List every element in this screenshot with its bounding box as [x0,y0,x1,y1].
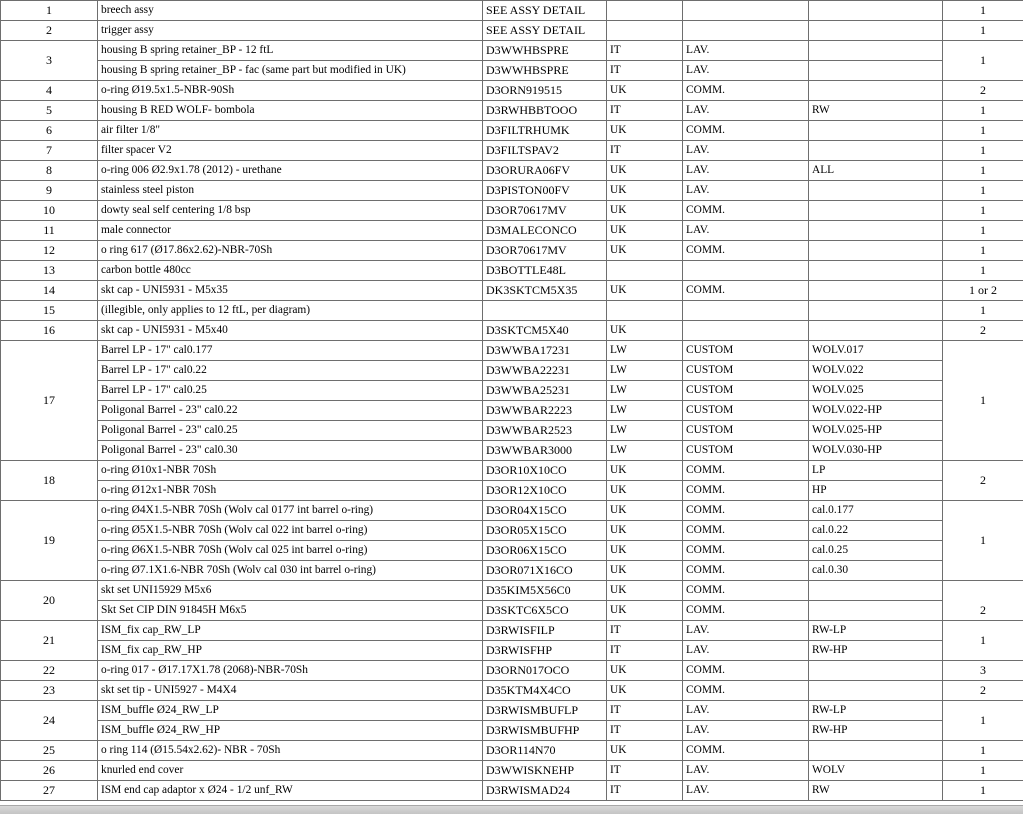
type-cell[interactable]: COMM. [683,741,809,761]
description-cell[interactable]: ISM_fix cap_RW_HP [98,641,483,661]
part-code-cell[interactable]: D3BOTTLE48L [483,261,607,281]
origin-cell[interactable]: UK [607,521,683,541]
type-cell[interactable]: LAV. [683,161,809,181]
table-row [1,221,1023,241]
origin-cell[interactable]: UK [607,561,683,581]
item-number-cell[interactable]: 12 [1,241,98,261]
item-number-cell[interactable]: 6 [1,121,98,141]
description-cell[interactable]: o-ring 017 - Ø17.17X1.78 (2068)-NBR-70Sh [98,661,483,681]
note-cell[interactable] [809,741,943,761]
item-number-cell[interactable]: 25 [1,741,98,761]
origin-cell[interactable]: IT [607,101,683,121]
table-row [1,41,1023,61]
origin-cell[interactable]: UK [607,601,683,621]
table-row [1,21,1023,41]
origin-cell[interactable] [607,301,683,321]
part-code-cell[interactable]: D35KTM4X4CO [483,681,607,701]
type-cell[interactable]: LAV. [683,641,809,661]
item-number-cell[interactable]: 23 [1,681,98,701]
type-cell[interactable]: COMM. [683,281,809,301]
part-code-cell[interactable]: D3OR04X15CO [483,501,607,521]
part-code-cell[interactable]: SEE ASSY DETAIL [483,21,607,41]
item-number-cell[interactable]: 24 [1,701,98,741]
origin-cell[interactable]: UK [607,481,683,501]
part-code-cell[interactable]: D3RWISFHP [483,641,607,661]
description-cell[interactable]: o-ring Ø5X1.5-NBR 70Sh (Wolv cal 022 int barrel o-ring) [98,521,483,541]
note-cell[interactable] [809,81,943,101]
origin-cell[interactable]: UK [607,181,683,201]
table-row [1,561,1023,581]
quantity-cell[interactable]: 1 [943,141,1023,161]
quantity-cell[interactable]: 1 [943,781,1023,801]
origin-cell[interactable]: UK [607,661,683,681]
note-cell[interactable] [809,201,943,221]
quantity-cell[interactable]: 1 [943,241,1023,261]
description-cell[interactable]: Barrel LP - 17" cal0.25 [98,381,483,401]
part-code-cell[interactable]: D3OR114N70 [483,741,607,761]
quantity-cell[interactable]: 1 [943,161,1023,181]
description-cell[interactable]: breech assy [98,1,483,21]
type-cell[interactable]: CUSTOM [683,361,809,381]
quantity-cell[interactable]: 1 [943,501,1023,581]
item-number-cell[interactable]: 2 [1,21,98,41]
note-cell[interactable]: RW [809,101,943,121]
part-code-cell[interactable]: D3OR071X16CO [483,561,607,581]
part-code-cell[interactable] [483,301,607,321]
part-code-cell[interactable]: D3WWBA25231 [483,381,607,401]
description-cell[interactable]: Skt Set CIP DIN 91845H M6x5 [98,601,483,621]
part-code-cell[interactable]: D3WWHBSPRE [483,61,607,81]
table-row [1,681,1023,701]
table-row [1,621,1023,641]
type-cell[interactable]: LAV. [683,181,809,201]
type-cell[interactable] [683,1,809,21]
table-row [1,361,1023,381]
description-cell[interactable]: housing B spring retainer_BP - fac (same part but modified in UK) [98,61,483,81]
description-cell[interactable]: o-ring Ø7.1X1.6-NBR 70Sh (Wolv cal 030 int barrel o-ring) [98,561,483,581]
item-number-cell[interactable]: 14 [1,281,98,301]
type-cell[interactable]: LAV. [683,721,809,741]
part-code-cell[interactable]: D3OR70617MV [483,201,607,221]
item-number-cell[interactable]: 13 [1,261,98,281]
table-row [1,141,1023,161]
note-cell[interactable] [809,581,943,601]
table-row [1,521,1023,541]
type-cell[interactable]: LAV. [683,141,809,161]
type-cell[interactable]: LAV. [683,41,809,61]
quantity-cell[interactable]: 1 [943,761,1023,781]
origin-cell[interactable]: IT [607,641,683,661]
origin-cell[interactable]: UK [607,461,683,481]
note-cell[interactable] [809,1,943,21]
table-row [1,121,1023,141]
table-row [1,101,1023,121]
table-row [1,381,1023,401]
part-code-cell[interactable]: D3RWISMBUFLP [483,701,607,721]
table-row [1,541,1023,561]
table-row [1,461,1023,481]
note-cell[interactable]: WOLV.022-HP [809,401,943,421]
item-number-cell[interactable]: 27 [1,781,98,801]
item-number-cell[interactable]: 7 [1,141,98,161]
item-number-cell[interactable]: 15 [1,301,98,321]
quantity-cell[interactable]: 1 or 2 [943,281,1023,301]
description-cell[interactable]: Barrel LP - 17" cal0.22 [98,361,483,381]
item-number-cell[interactable]: 17 [1,341,98,461]
type-cell[interactable]: LAV. [683,221,809,241]
note-cell[interactable]: HP [809,481,943,501]
note-cell[interactable] [809,221,943,241]
part-code-cell[interactable]: D3SKTC6X5CO [483,601,607,621]
origin-cell[interactable] [607,261,683,281]
origin-cell[interactable]: IT [607,701,683,721]
description-cell[interactable]: knurled end cover [98,761,483,781]
item-number-cell[interactable]: 10 [1,201,98,221]
description-cell[interactable]: o-ring Ø10x1-NBR 70Sh [98,461,483,481]
table-row [1,241,1023,261]
note-cell[interactable] [809,121,943,141]
item-number-cell[interactable]: 22 [1,661,98,681]
part-code-cell[interactable]: D3WWHBSPRE [483,41,607,61]
item-number-cell[interactable]: 19 [1,501,98,581]
part-code-cell[interactable]: D3RWISFILP [483,621,607,641]
part-code-cell[interactable]: D3WWBA17231 [483,341,607,361]
description-cell[interactable]: carbon bottle 480cc [98,261,483,281]
type-cell[interactable]: LAV. [683,61,809,81]
part-code-cell[interactable]: D3RWHBBTOOO [483,101,607,121]
description-cell[interactable]: dowty seal self centering 1/8 bsp [98,201,483,221]
table-row [1,581,1023,601]
origin-cell[interactable] [607,21,683,41]
item-number-cell[interactable]: 5 [1,101,98,121]
item-number-cell[interactable]: 4 [1,81,98,101]
origin-cell[interactable]: LW [607,421,683,441]
description-cell[interactable]: skt set UNI15929 M5x6 [98,581,483,601]
origin-cell[interactable]: IT [607,721,683,741]
origin-cell[interactable] [607,1,683,21]
quantity-cell[interactable]: 1 [943,41,1023,81]
quantity-cell[interactable]: 2 [943,321,1023,341]
note-cell[interactable] [809,21,943,41]
table-row [1,281,1023,301]
quantity-cell[interactable]: 1 [943,221,1023,241]
part-code-cell[interactable]: D3RWISMBUFHP [483,721,607,741]
note-cell[interactable] [809,241,943,261]
table-row [1,1,1023,21]
type-cell[interactable]: COMM. [683,81,809,101]
type-cell[interactable]: COMM. [683,241,809,261]
origin-cell[interactable]: UK [607,81,683,101]
part-code-cell[interactable]: D3WWBA22231 [483,361,607,381]
note-cell[interactable] [809,61,943,81]
origin-cell[interactable]: IT [607,781,683,801]
origin-cell[interactable]: LW [607,341,683,361]
table-row [1,81,1023,101]
table-row [1,421,1023,441]
quantity-cell[interactable]: 1 [943,101,1023,121]
table-row [1,441,1023,461]
description-cell[interactable]: skt set tip - UNI5927 - M4X4 [98,681,483,701]
type-cell[interactable]: COMM. [683,601,809,621]
type-cell[interactable]: CUSTOM [683,441,809,461]
part-code-cell[interactable]: D3FILTRHUMK [483,121,607,141]
description-cell[interactable]: o-ring Ø19.5x1.5-NBR-90Sh [98,81,483,101]
origin-cell[interactable]: LW [607,361,683,381]
type-cell[interactable]: COMM. [683,561,809,581]
quantity-cell[interactable]: 2 [943,581,1023,621]
item-number-cell[interactable]: 1 [1,1,98,21]
quantity-cell[interactable]: 1 [943,341,1023,461]
description-cell[interactable]: stainless steel piston [98,181,483,201]
note-cell[interactable] [809,661,943,681]
note-cell[interactable]: RW [809,781,943,801]
quantity-cell[interactable]: 1 [943,1,1023,21]
description-cell[interactable]: ISM_buffle Ø24_RW_LP [98,701,483,721]
type-cell[interactable]: COMM. [683,201,809,221]
origin-cell[interactable]: UK [607,201,683,221]
table-row [1,741,1023,761]
origin-cell[interactable]: UK [607,741,683,761]
part-code-cell[interactable]: D3WWBAR3000 [483,441,607,461]
part-code-cell[interactable]: D3WWISKNEHP [483,761,607,781]
description-cell[interactable]: Poligonal Barrel - 23" cal0.30 [98,441,483,461]
description-cell[interactable]: ISM_buffle Ø24_RW_HP [98,721,483,741]
quantity-cell[interactable]: 1 [943,121,1023,141]
type-cell[interactable]: CUSTOM [683,341,809,361]
description-cell[interactable]: filter spacer V2 [98,141,483,161]
part-code-cell[interactable]: D3OR06X15CO [483,541,607,561]
note-cell[interactable]: RW-HP [809,641,943,661]
part-code-cell[interactable]: D3ORN919515 [483,81,607,101]
item-number-cell[interactable]: 26 [1,761,98,781]
origin-cell[interactable]: IT [607,141,683,161]
type-cell[interactable]: CUSTOM [683,421,809,441]
type-cell[interactable]: COMM. [683,661,809,681]
note-cell[interactable]: cal.0.30 [809,561,943,581]
table-row [1,61,1023,81]
table-row [1,321,1023,341]
note-cell[interactable] [809,261,943,281]
description-cell[interactable]: male connector [98,221,483,241]
origin-cell[interactable]: UK [607,281,683,301]
origin-cell[interactable]: IT [607,761,683,781]
type-cell[interactable]: COMM. [683,501,809,521]
part-code-cell[interactable]: DK3SKTCM5X35 [483,281,607,301]
description-cell[interactable]: Poligonal Barrel - 23" cal0.22 [98,401,483,421]
item-number-cell[interactable]: 9 [1,181,98,201]
type-cell[interactable]: LAV. [683,701,809,721]
origin-cell[interactable]: UK [607,501,683,521]
note-cell[interactable] [809,301,943,321]
note-cell[interactable]: LP [809,461,943,481]
quantity-cell[interactable]: 1 [943,261,1023,281]
note-cell[interactable] [809,41,943,61]
table-row [1,261,1023,281]
type-cell[interactable] [683,321,809,341]
origin-cell[interactable]: LW [607,381,683,401]
description-cell[interactable]: o-ring Ø6X1.5-NBR 70Sh (Wolv cal 025 int barrel o-ring) [98,541,483,561]
part-code-cell[interactable]: D3OR05X15CO [483,521,607,541]
type-cell[interactable]: LAV. [683,621,809,641]
item-number-cell[interactable]: 16 [1,321,98,341]
type-cell[interactable]: COMM. [683,541,809,561]
table-row [1,341,1023,361]
type-cell[interactable]: COMM. [683,121,809,141]
origin-cell[interactable]: UK [607,541,683,561]
note-cell[interactable] [809,141,943,161]
note-cell[interactable]: RW-LP [809,621,943,641]
note-cell[interactable]: WOLV.030-HP [809,441,943,461]
note-cell[interactable] [809,601,943,621]
table-row [1,641,1023,661]
quantity-cell[interactable]: 1 [943,21,1023,41]
quantity-cell[interactable]: 1 [943,701,1023,741]
note-cell[interactable]: WOLV [809,761,943,781]
table-row [1,501,1023,521]
quantity-cell[interactable]: 1 [943,741,1023,761]
type-cell[interactable]: LAV. [683,781,809,801]
part-code-cell[interactable]: D3OR12X10CO [483,481,607,501]
description-cell[interactable]: ISM_fix cap_RW_LP [98,621,483,641]
part-code-cell[interactable]: D3PISTON00FV [483,181,607,201]
type-cell[interactable] [683,21,809,41]
table-row [1,481,1023,501]
description-cell[interactable]: o-ring Ø12x1-NBR 70Sh [98,481,483,501]
origin-cell[interactable]: UK [607,121,683,141]
parts-table-body [1,1,1023,801]
table-row [1,661,1023,681]
item-number-cell[interactable]: 3 [1,41,98,81]
part-code-cell[interactable]: D3RWISMAD24 [483,781,607,801]
note-cell[interactable] [809,181,943,201]
description-cell[interactable]: skt cap - UNI5931 - M5x40 [98,321,483,341]
note-cell[interactable]: RW-HP [809,721,943,741]
description-cell[interactable]: skt cap - UNI5931 - M5x35 [98,281,483,301]
type-cell[interactable]: COMM. [683,481,809,501]
item-number-cell[interactable]: 21 [1,621,98,661]
description-cell[interactable]: o ring 114 (Ø15.54x2.62)- NBR - 70Sh [98,741,483,761]
type-cell[interactable]: CUSTOM [683,401,809,421]
origin-cell[interactable]: UK [607,321,683,341]
description-cell[interactable]: housing B spring retainer_BP - 12 ftL [98,41,483,61]
note-cell[interactable]: ALL [809,161,943,181]
note-cell[interactable]: WOLV.025-HP [809,421,943,441]
origin-cell[interactable]: IT [607,61,683,81]
table-row [1,601,1023,621]
note-cell[interactable]: RW-LP [809,701,943,721]
origin-cell[interactable]: IT [607,621,683,641]
note-cell[interactable] [809,321,943,341]
table-row [1,301,1023,321]
description-cell[interactable]: ISM end cap adaptor x Ø24 - 1/2 unf_RW [98,781,483,801]
table-row [1,701,1023,721]
note-cell[interactable] [809,281,943,301]
table-row [1,781,1023,801]
origin-cell[interactable]: LW [607,401,683,421]
quantity-cell[interactable]: 2 [943,681,1023,701]
part-code-cell[interactable]: D3FILTSPAV2 [483,141,607,161]
type-cell[interactable]: COMM. [683,521,809,541]
quantity-cell[interactable]: 3 [943,661,1023,681]
table-row [1,401,1023,421]
table-row [1,761,1023,781]
type-cell[interactable] [683,261,809,281]
quantity-cell[interactable]: 2 [943,81,1023,101]
type-cell[interactable]: LAV. [683,761,809,781]
part-code-cell[interactable]: SEE ASSY DETAIL [483,1,607,21]
part-code-cell[interactable]: D3MALECONCO [483,221,607,241]
description-cell[interactable]: o ring 617 (Ø17.86x2.62)-NBR-70Sh [98,241,483,261]
origin-cell[interactable]: UK [607,221,683,241]
description-cell[interactable]: o-ring Ø4X1.5-NBR 70Sh (Wolv cal 0177 int barrel o-ring) [98,501,483,521]
part-code-cell[interactable]: D3WWBAR2523 [483,421,607,441]
part-code-cell[interactable]: D3OR70617MV [483,241,607,261]
origin-cell[interactable]: UK [607,681,683,701]
part-code-cell[interactable]: D3OR10X10CO [483,461,607,481]
part-code-cell[interactable]: D3SKTCM5X40 [483,321,607,341]
origin-cell[interactable]: IT [607,41,683,61]
description-cell[interactable]: air filter 1/8" [98,121,483,141]
description-cell[interactable]: trigger assy [98,21,483,41]
part-code-cell[interactable]: D3ORURA06FV [483,161,607,181]
item-number-cell[interactable]: 18 [1,461,98,501]
note-cell[interactable] [809,681,943,701]
part-code-cell[interactable]: D3ORN017OCO [483,661,607,681]
quantity-cell[interactable]: 1 [943,301,1023,321]
quantity-cell[interactable]: 2 [943,461,1023,501]
part-code-cell[interactable]: D35KIM5X56C0 [483,581,607,601]
description-cell[interactable]: (illegible, only applies to 12 ftL, per diagram) [98,301,483,321]
quantity-cell[interactable]: 1 [943,181,1023,201]
table-row [1,161,1023,181]
description-cell[interactable]: housing B RED WOLF- bombola [98,101,483,121]
type-cell[interactable]: COMM. [683,581,809,601]
description-cell[interactable]: Barrel LP - 17" cal0.177 [98,341,483,361]
item-number-cell[interactable]: 8 [1,161,98,181]
note-cell[interactable]: WOLV.017 [809,341,943,361]
table-row [1,721,1023,741]
origin-cell[interactable]: UK [607,581,683,601]
note-cell[interactable]: WOLV.022 [809,361,943,381]
description-cell[interactable]: o-ring 006 Ø2.9x1.78 (2012) - urethane [98,161,483,181]
origin-cell[interactable]: LW [607,441,683,461]
type-cell[interactable]: CUSTOM [683,381,809,401]
table-row [1,181,1023,201]
note-cell[interactable]: cal.0.177 [809,501,943,521]
item-number-cell[interactable]: 11 [1,221,98,241]
note-cell[interactable]: cal.0.22 [809,521,943,541]
quantity-cell[interactable]: 1 [943,201,1023,221]
item-number-cell[interactable]: 20 [1,581,98,621]
type-cell[interactable] [683,301,809,321]
type-cell[interactable]: COMM. [683,461,809,481]
part-code-cell[interactable]: D3WWBAR2223 [483,401,607,421]
origin-cell[interactable]: UK [607,241,683,261]
table-row [1,201,1023,221]
type-cell[interactable]: LAV. [683,101,809,121]
note-cell[interactable]: WOLV.025 [809,381,943,401]
quantity-cell[interactable]: 1 [943,621,1023,661]
note-cell[interactable]: cal.0.25 [809,541,943,561]
description-cell[interactable]: Poligonal Barrel - 23" cal0.25 [98,421,483,441]
origin-cell[interactable]: UK [607,161,683,181]
type-cell[interactable]: COMM. [683,681,809,701]
